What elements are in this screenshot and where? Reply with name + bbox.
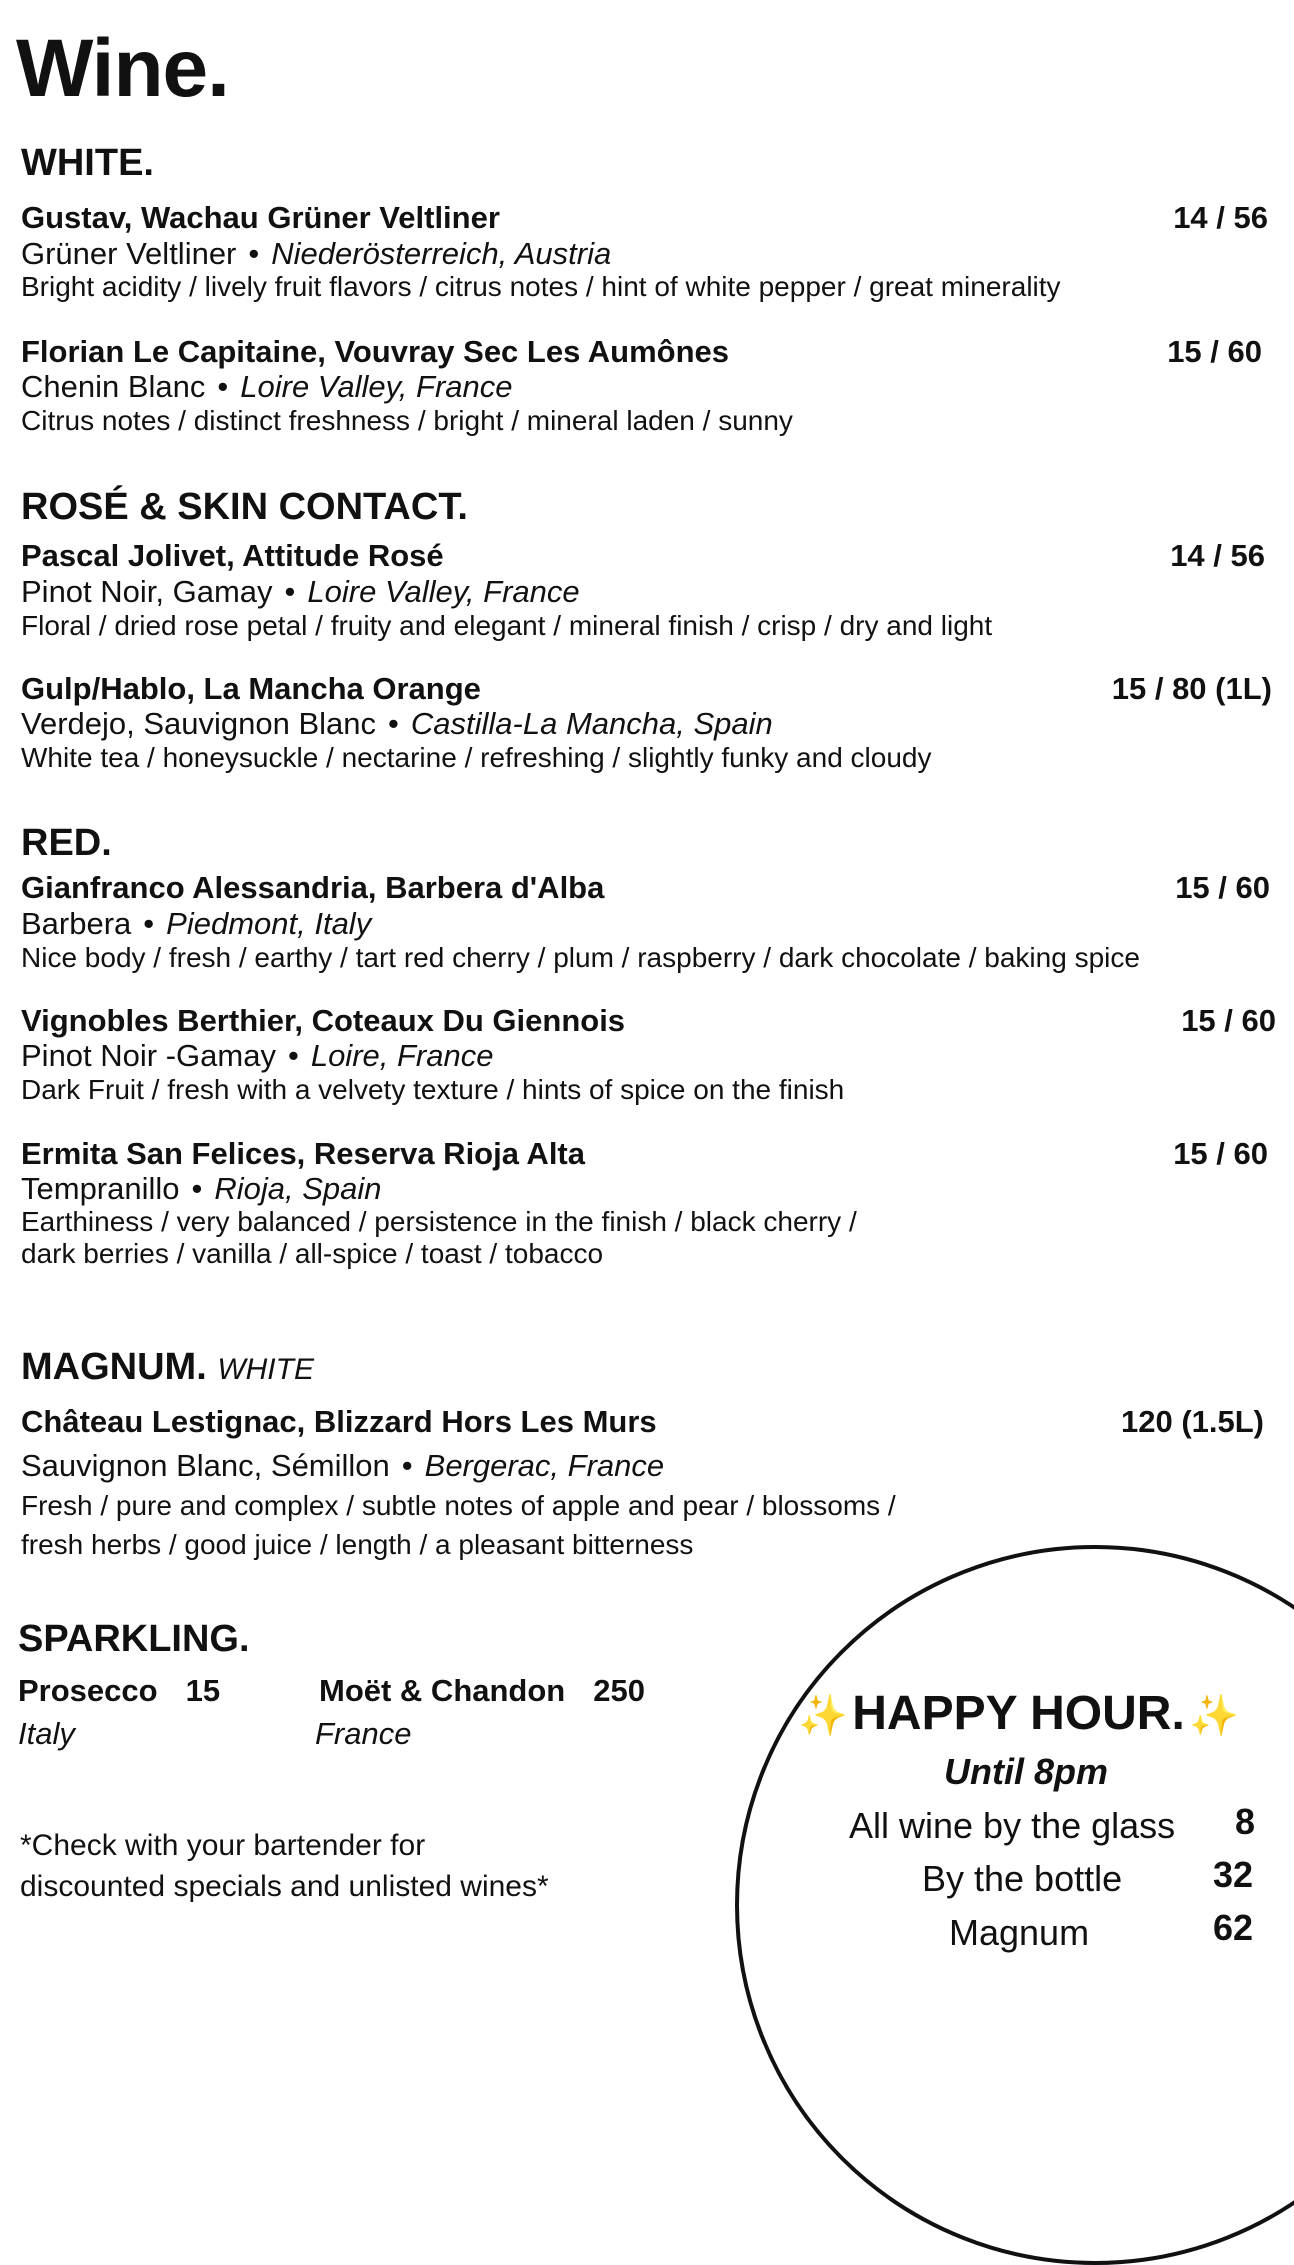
- wine-region: Piedmont, Italy: [166, 906, 372, 941]
- wine-grape: Pinot Noir -Gamay: [21, 1038, 276, 1073]
- wine-name: Château Lestignac, Blizzard Hors Les Murs: [21, 1404, 657, 1439]
- wine-grape-region: [21, 906, 371, 942]
- happy-hour-row-price: 32: [1213, 1854, 1254, 1895]
- magnum-heading: MAGNUM.: [21, 1346, 207, 1388]
- section-heading-magnum: [21, 1346, 314, 1389]
- sparkling-name: Moët & Chandon: [319, 1673, 566, 1708]
- wine-grape-region: [21, 369, 513, 405]
- wine-name: Pascal Jolivet, Attitude Rosé: [21, 538, 444, 573]
- wine-region: Castilla-La Mancha, Spain: [410, 706, 773, 741]
- wine-region: Rioja, Spain: [214, 1171, 382, 1206]
- sparkles-icon: ✨: [1189, 1694, 1240, 1738]
- wine-region: Loire Valley, France: [307, 574, 580, 609]
- wine-name: Gianfranco Alessandria, Barbera d'Alba: [21, 870, 605, 905]
- wine-name: Vignobles Berthier, Coteaux Du Giennois: [21, 1003, 626, 1038]
- bullet: •: [191, 1171, 203, 1206]
- happy-hour-title: HAPPY HOUR.: [852, 1687, 1185, 1740]
- wine-notes: Fresh / pure and complex / subtle notes of apple and pear / blossoms /: [21, 1490, 896, 1521]
- wine-price: 15 / 60: [1167, 334, 1262, 369]
- bullet: •: [143, 906, 155, 941]
- wine-price: 15 / 80 (1L): [1111, 671, 1272, 706]
- wine-grape-region: [21, 1171, 382, 1207]
- footnote-line-1: *Check with your bartender for: [20, 1829, 426, 1862]
- happy-hour-title-row: [798, 1686, 1239, 1741]
- bullet: •: [217, 369, 229, 404]
- happy-hour-row-label: Magnum: [949, 1912, 1090, 1953]
- wine-region: Loire Valley, France: [240, 369, 513, 404]
- wine-price: 14 / 56: [1173, 200, 1268, 235]
- happy-hour-row-price: 62: [1213, 1907, 1254, 1948]
- wine-grape-region: [21, 1038, 493, 1074]
- section-heading-red: RED.: [21, 822, 112, 864]
- wine-region: Niederösterreich, Austria: [271, 236, 612, 271]
- wine-grape-region: [21, 706, 773, 742]
- wine-region: Loire, France: [310, 1038, 494, 1073]
- wine-grape-region: [21, 1448, 664, 1484]
- wine-price: 15 / 60: [1173, 1136, 1268, 1171]
- sparkling-price: 250: [593, 1673, 645, 1708]
- wine-notes: Bright acidity / lively fruit flavors / citrus notes / hint of white pepper / great minerality: [21, 271, 1061, 302]
- wine-price: 120 (1.5L): [1120, 1404, 1264, 1439]
- sparkling-item: [319, 1673, 645, 1709]
- happy-hour-row-label: By the bottle: [922, 1858, 1123, 1899]
- wine-grape: Grüner Veltliner: [21, 236, 237, 271]
- wine-grape-region: [21, 574, 580, 610]
- happy-hour-subtitle: Until 8pm: [944, 1751, 1109, 1792]
- sparkling-origin: Italy: [18, 1716, 75, 1751]
- happy-hour-row-label: All wine by the glass: [849, 1805, 1176, 1846]
- bullet: •: [287, 1038, 299, 1073]
- wine-grape: Sauvignon Blanc, Sémillon: [21, 1448, 390, 1483]
- wine-price: 15 / 60: [1175, 870, 1270, 905]
- wine-grape-region: [21, 236, 611, 272]
- section-heading-white: WHITE.: [21, 142, 154, 184]
- wine-region: Bergerac, France: [424, 1448, 665, 1483]
- wine-notes: White tea / honeysuckle / nectarine / refreshing / slightly funky and cloudy: [21, 742, 932, 773]
- happy-hour-row-price: 8: [1235, 1801, 1256, 1842]
- wine-notes: Nice body / fresh / earthy / tart red cherry / plum / raspberry / dark chocolate / baking spice: [21, 942, 1140, 973]
- page-title: Wine.: [16, 23, 229, 114]
- wine-price: 15 / 60: [1181, 1003, 1276, 1038]
- wine-notes: Dark Fruit / fresh with a velvety texture / hints of spice on the finish: [21, 1074, 845, 1105]
- wine-grape: Verdejo, Sauvignon Blanc: [21, 706, 377, 741]
- wine-notes: Citrus notes / distinct freshness / bright / mineral laden / sunny: [21, 405, 793, 436]
- wine-name: Florian Le Capitaine, Vouvray Sec Les Aumônes: [21, 334, 730, 369]
- wine-grape: Barbera: [21, 906, 132, 941]
- wine-notes: Earthiness / very balanced / persistence in the finish / black cherry /: [21, 1206, 857, 1237]
- sparkling-origin: France: [315, 1716, 412, 1751]
- happy-hour-circle: [735, 1545, 1294, 2265]
- bullet: •: [388, 706, 399, 741]
- sparkles-icon: ✨: [798, 1694, 848, 1738]
- section-heading-rose: ROSÉ & SKIN CONTACT.: [21, 486, 468, 528]
- wine-grape: Chenin Blanc: [21, 369, 206, 404]
- bullet: •: [284, 574, 296, 609]
- section-heading-sparkling: SPARKLING.: [18, 1618, 250, 1660]
- footnote-line-2: discounted specials and unlisted wines*: [20, 1870, 549, 1903]
- wine-price: 14 / 56: [1170, 538, 1265, 573]
- wine-notes: Floral / dried rose petal / fruity and elegant / mineral finish / crisp / dry and light: [21, 610, 993, 641]
- wine-grape: Pinot Noir, Gamay: [21, 574, 273, 609]
- magnum-subtag: WHITE: [217, 1353, 314, 1386]
- wine-name: Gustav, Wachau Grüner Veltliner: [21, 200, 500, 235]
- sparkling-name: Prosecco: [18, 1673, 158, 1708]
- wine-grape: Tempranillo: [21, 1171, 180, 1206]
- sparkling-price: 15: [185, 1673, 221, 1708]
- wine-name: Gulp/Hablo, La Mancha Orange: [21, 671, 481, 706]
- sparkling-item: [18, 1673, 220, 1709]
- bullet: •: [401, 1448, 413, 1483]
- wine-notes-continued: fresh herbs / good juice / length / a pleasant bitterness: [21, 1529, 694, 1560]
- wine-name: Ermita San Felices, Reserva Rioja Alta: [21, 1136, 585, 1171]
- bullet: •: [248, 236, 260, 271]
- wine-notes-continued: dark berries / vanilla / all-spice / toast / tobacco: [21, 1238, 604, 1269]
